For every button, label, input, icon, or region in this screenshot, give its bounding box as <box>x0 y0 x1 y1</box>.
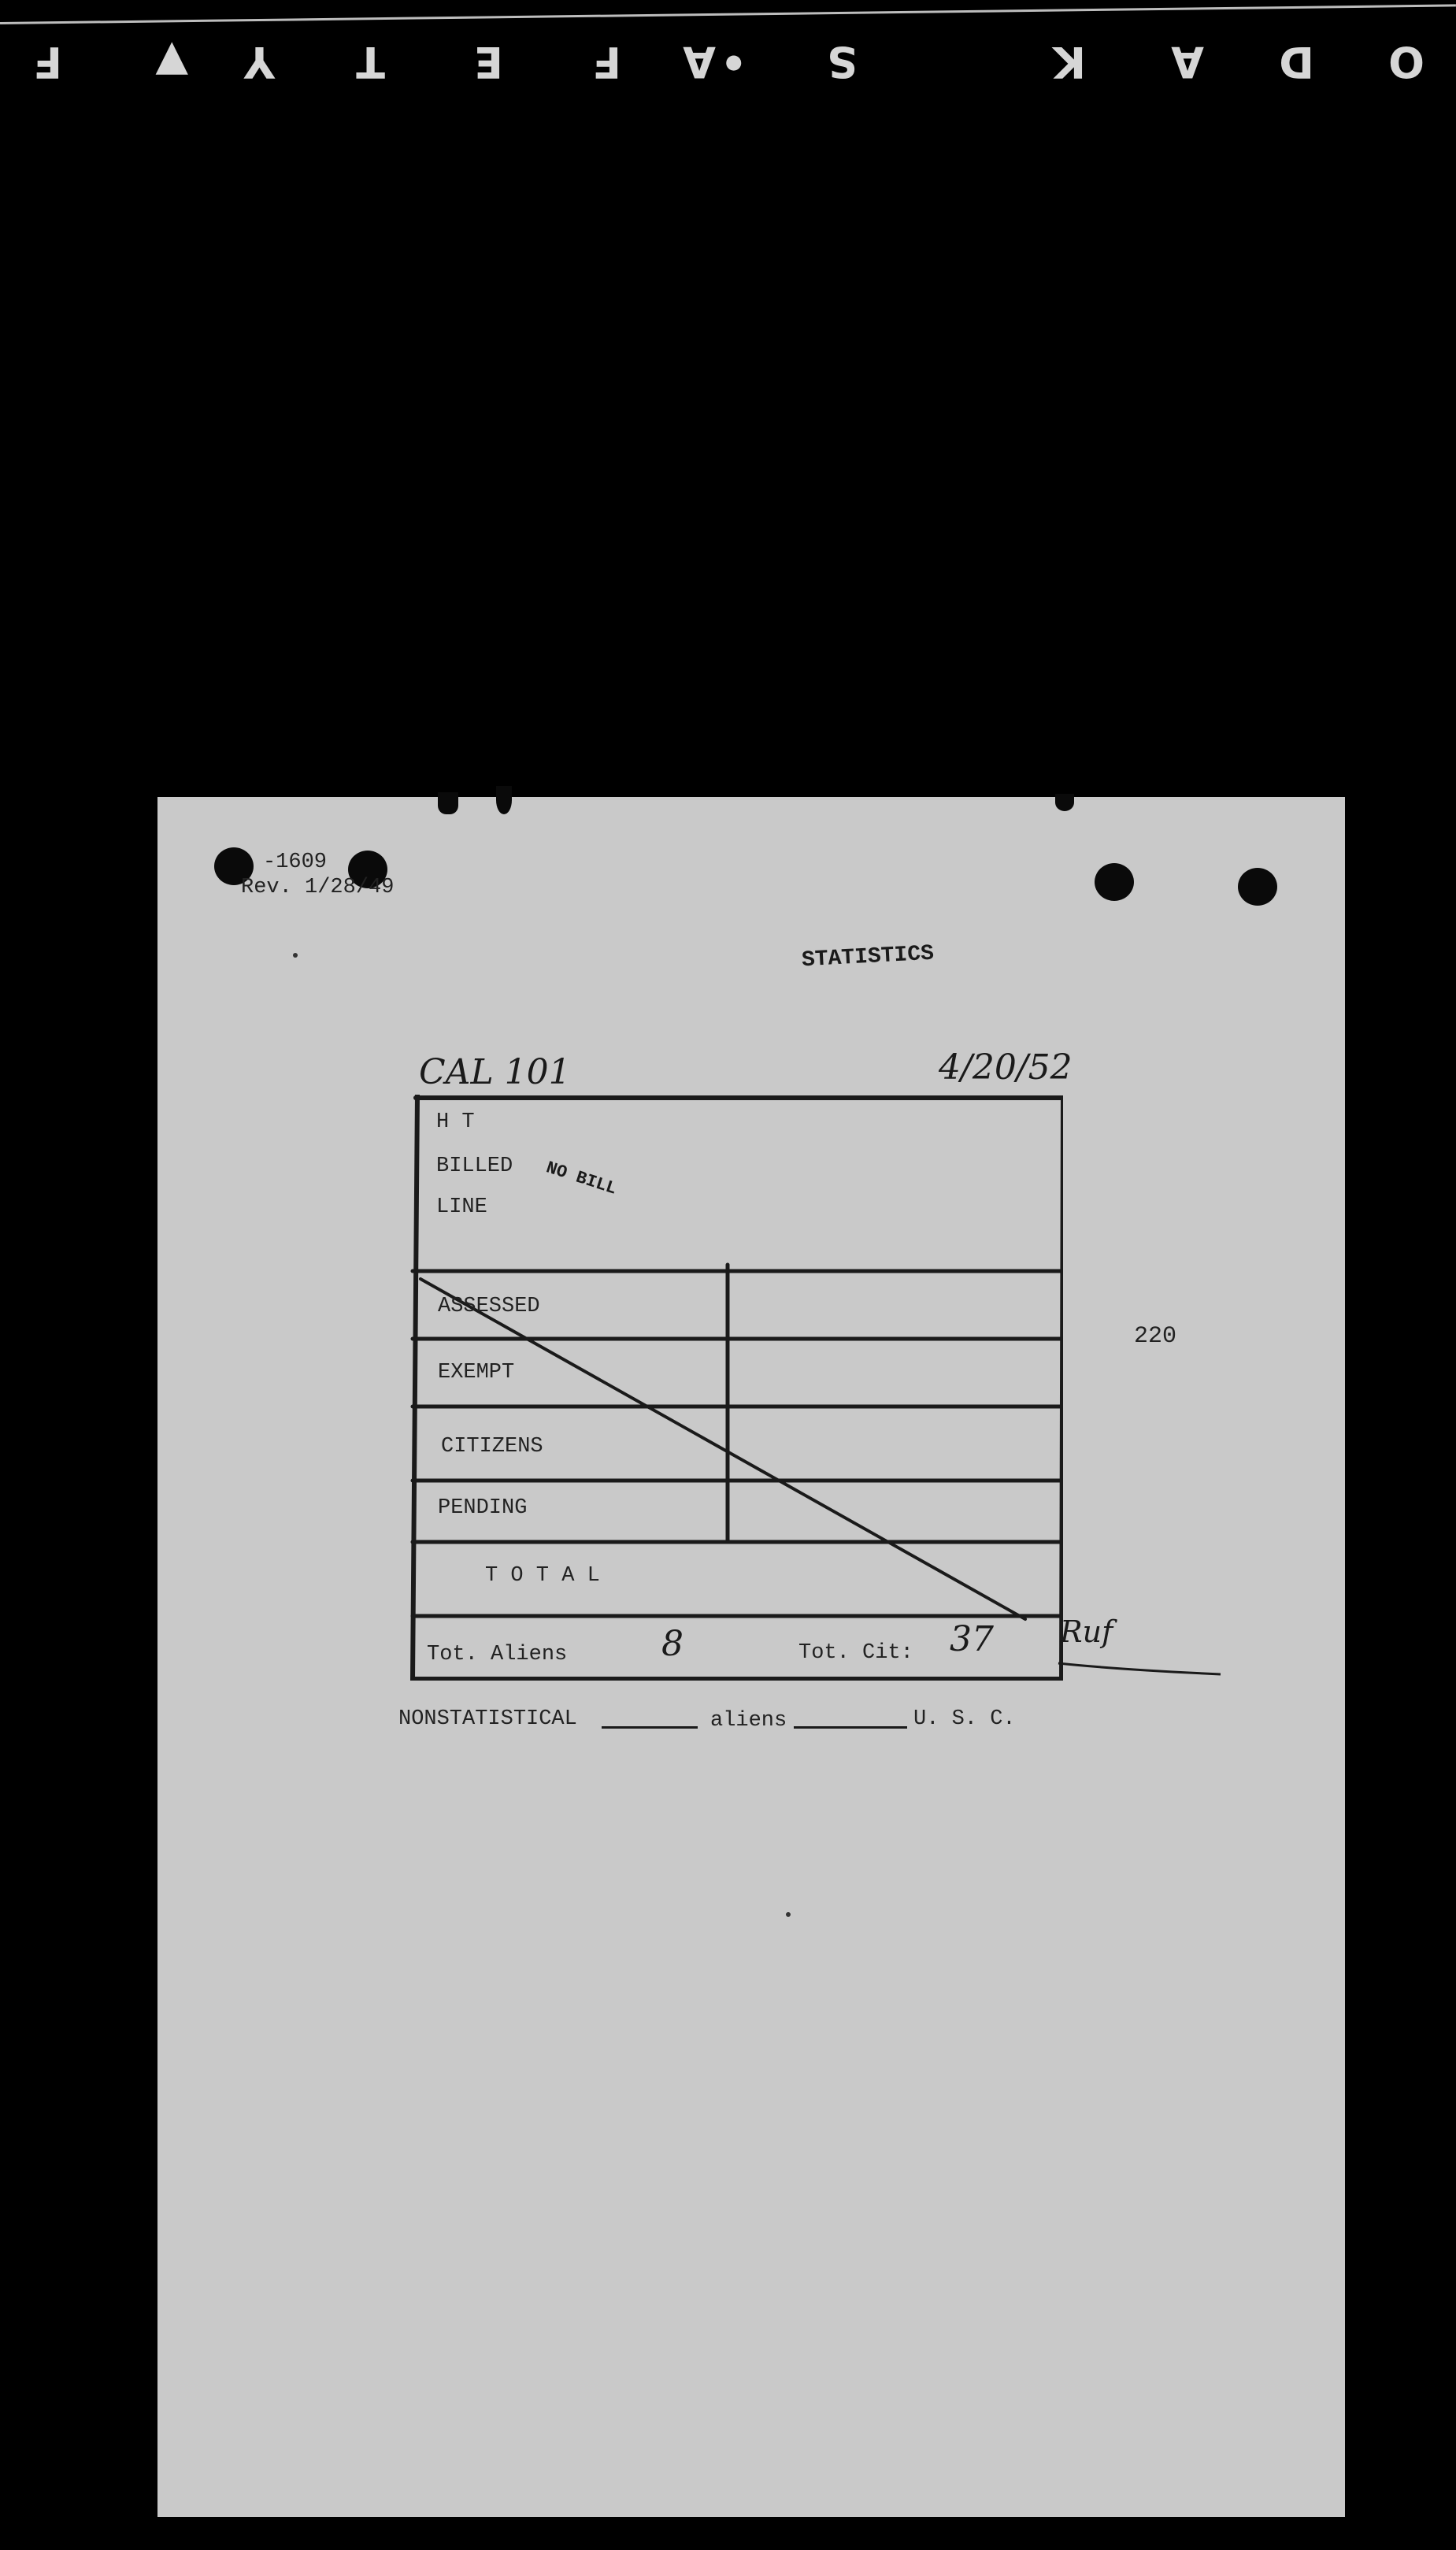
no-bill-overstamp: NO BILL <box>543 1158 620 1199</box>
header-line: LINE <box>436 1195 487 1219</box>
nonstatistical-label: NONSTATISTICAL <box>398 1707 577 1731</box>
code-handwritten: CAL 101 <box>419 1052 571 1092</box>
row-label: ASSESSED <box>438 1295 540 1318</box>
usc-label: U. S. C. <box>913 1707 1016 1731</box>
form-right-border <box>1061 1098 1063 1681</box>
film-letter: ▼ <box>155 37 188 87</box>
statistics-stamp: STATISTICS <box>801 941 935 973</box>
nonstat-blank-line <box>602 1726 698 1729</box>
film-letter: E <box>474 37 503 87</box>
revision-date: Rev. 1/28/49 <box>241 876 395 899</box>
row-label: PENDING <box>438 1496 528 1520</box>
paper-tear <box>438 792 458 814</box>
film-letter: D <box>1279 37 1314 87</box>
tot-aliens-value: 8 <box>661 1624 684 1664</box>
header-line: BILLED <box>436 1155 513 1178</box>
side-number: 220 <box>1134 1323 1177 1350</box>
form-left-border <box>413 1095 417 1681</box>
film-letter: • <box>720 37 747 87</box>
film-letter: K <box>1053 37 1086 87</box>
form-grid <box>409 1095 1063 1681</box>
tot-cit-value: 37 <box>950 1619 994 1659</box>
aliens-label: aliens <box>710 1709 787 1733</box>
film-edge-print <box>0 24 1456 102</box>
paper-tear <box>1055 794 1074 811</box>
initials-signature: Ruf <box>1060 1614 1113 1649</box>
dust-speck <box>786 1912 791 1917</box>
stamped-form <box>409 1095 1063 1681</box>
tot-cit-label: Tot. Cit: <box>798 1641 913 1665</box>
punch-hole <box>1238 868 1277 906</box>
row-label: EXEMPT <box>438 1361 515 1384</box>
total-label: T O T A L <box>485 1564 600 1588</box>
film-letter: F <box>592 37 621 87</box>
header-line: H T <box>436 1110 475 1134</box>
paper-tear <box>496 786 512 814</box>
film-letter: F <box>33 37 62 87</box>
date-handwritten: 4/20/52 <box>939 1047 1073 1088</box>
film-letter: Y <box>243 37 275 87</box>
form-number: -1609 <box>263 851 328 874</box>
film-letter: O <box>1388 37 1425 87</box>
punch-hole <box>1095 863 1134 901</box>
aliens-blank-line <box>794 1726 907 1729</box>
dust-speck <box>293 953 298 958</box>
film-letter: A <box>683 37 716 87</box>
signature-underline <box>1055 1654 1228 1677</box>
row-label: CITIZENS <box>441 1435 543 1458</box>
film-letter: S <box>827 37 858 87</box>
tot-aliens-label: Tot. Aliens <box>427 1643 568 1666</box>
film-letter: T <box>356 37 385 87</box>
film-letter: A <box>1171 37 1204 87</box>
film-edge-line <box>0 4 1456 24</box>
